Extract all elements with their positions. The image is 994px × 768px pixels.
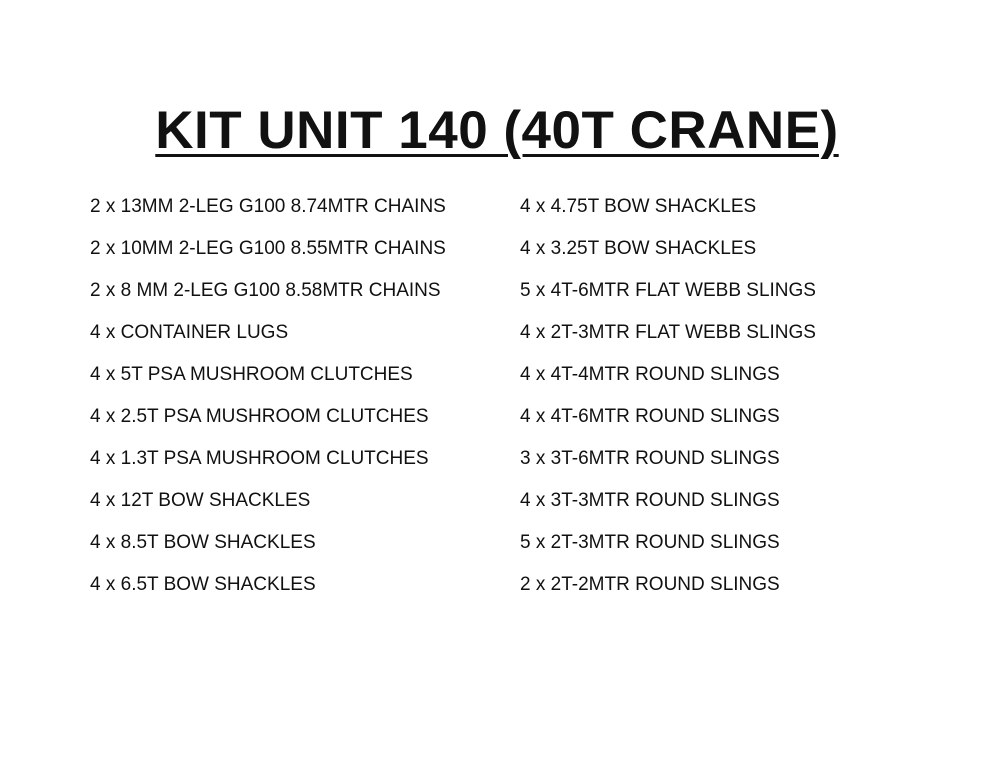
list-item: 4 x 2T-3MTR FLAT WEBB SLINGS: [520, 322, 816, 343]
list-item: 5 x 4T-6MTR FLAT WEBB SLINGS: [520, 280, 816, 301]
list-item: 4 x 6.5T BOW SHACKLES: [90, 574, 316, 595]
list-item: 4 x 12T BOW SHACKLES: [90, 490, 311, 511]
list-item: 4 x 2.5T PSA MUSHROOM CLUTCHES: [90, 406, 429, 427]
list-item: 4 x 5T PSA MUSHROOM CLUTCHES: [90, 364, 413, 385]
list-item: 4 x 4T-4MTR ROUND SLINGS: [520, 364, 780, 385]
list-item: 2 x 13MM 2-LEG G100 8.74MTR CHAINS: [90, 196, 446, 217]
list-item: 4 x CONTAINER LUGS: [90, 322, 289, 343]
page-title-text: KIT UNIT 140 (40T CRANE): [155, 101, 839, 160]
list-item: 4 x 3.25T BOW SHACKLES: [520, 238, 757, 259]
list-item: 2 x 10MM 2-LEG G100 8.55MTR CHAINS: [90, 238, 446, 259]
list-item: 4 x 1.3T PSA MUSHROOM CLUTCHES: [90, 448, 429, 469]
list-item: 4 x 8.5T BOW SHACKLES: [90, 532, 316, 553]
list-item: 2 x 8 MM 2-LEG G100 8.58MTR CHAINS: [90, 280, 441, 301]
item-list-right: [520, 193, 960, 613]
list-item: 4 x 4T-6MTR ROUND SLINGS: [520, 406, 780, 427]
list-item: 2 x 2T-2MTR ROUND SLINGS: [520, 574, 780, 595]
list-item: 4 x 3T-3MTR ROUND SLINGS: [520, 490, 780, 511]
page-title: [0, 100, 994, 162]
list-item: 4 x 4.75T BOW SHACKLES: [520, 196, 757, 217]
list-item: 5 x 2T-3MTR ROUND SLINGS: [520, 532, 780, 553]
list-item: 3 x 3T-6MTR ROUND SLINGS: [520, 448, 780, 469]
item-list-left: [90, 193, 500, 613]
